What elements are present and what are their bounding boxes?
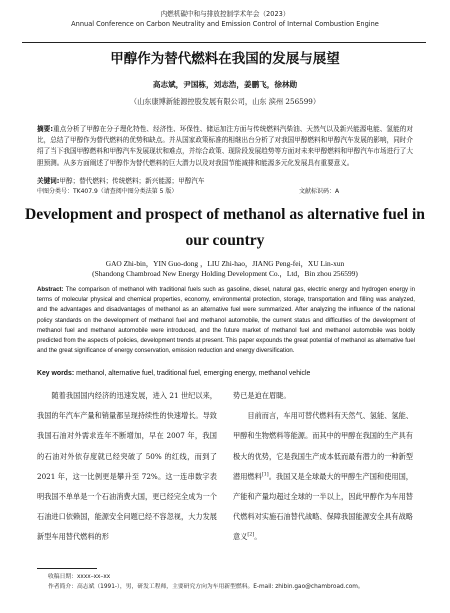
paper-title-en: Development and prospect of methanol as alternative fuel in our country [25, 206, 425, 249]
author-bio: 作者简介：高志斌（1991-），男，研发工程师，主要研究方向为车用新型燃料。E-mail: zhibin.gao@chambroad.com。 [48, 584, 364, 590]
affiliation-cn: （山东康博新能源控股发展有限公司，山东 滨州 256599） [129, 97, 321, 106]
class-number: 中图分类号：TK407.9（请查阅中图分类法第 5 版） [37, 188, 178, 195]
abstract-cn-text: 重点分析了甲醇在分子理化特性、经济性、环保性、储运加注方面与传统燃料汽柴油、天然气以及新兴能源电能、氢能的对比，总结了甲醇作为替代燃料的优势和缺点。并从国家政策标准的相继出台分析了对我国甲醇燃料和甲醇汽车发展的影响，同时介绍了当下我国甲醇燃料和甲醇汽车发展现状和难点，并综合政策、现阶段发展趋势等方面对未来甲醇燃料和甲醇汽车市场进行了大胆预测。从多方面阐述了甲醇作为替代燃料的巨大潜力以及对我国节能减排和能源多元化发展具有重要意义。 [37, 125, 414, 167]
conference-name-cn: 内燃机碳中和与排放控制学术年会（2023） [160, 10, 290, 18]
header-divider [22, 42, 426, 43]
classification-line [37, 187, 413, 197]
keywords-cn-label: 关键词: [37, 177, 60, 185]
body-text: 目前而言，车用可替代燃料有天然气、氢能、氢能、甲醇和生物燃料等能源。而其中的甲醇在我国的生产具有极大的优势，它是我国生产成本低而最有潜力的一种新型潜用燃料 [233, 411, 413, 481]
citation-ref: [2] [247, 533, 255, 539]
body-column-right [233, 386, 413, 548]
body-column-left [37, 386, 217, 548]
keywords-cn-text: 甲醇；替代燃料；传统燃料；新兴能源；甲醇汽车 [59, 177, 205, 185]
abstract-en [37, 285, 415, 356]
keywords-en [37, 369, 415, 379]
body-text: 。 [254, 532, 262, 542]
abstract-en-text: The comparison of methanol with traditional fuels such as gasoline, diesel, natural gas, electric energy and hydrogen energy in terms of molecular physical and chemical properties, economy, environmental protection, storage, transportation and filling was analyzed, and the advantages and disadvantages of methanol as an alternative fuel were summarized. After analyzing the influence of the national policy standards on the development of methanol fuel and methanol automobile, the current status and difficulties of the development of methanol fuel and methanol automobile were introduced, and the future market of methanol fuel and methanol automobile was boldly predicted from the aspects of policies, development trends at present. This paper expounds the great potential of methanol as alternative fuel and the great significance of energy conservation, emission reduction and energy diversification. [37, 287, 415, 355]
body-paragraph [233, 406, 413, 547]
running-header [0, 9, 450, 29]
authors-en: GAO Zhi-bin，YIN Guo-dong ，LIU Zhi-hao，JIANG Peng-fei，XU Lin-xun [105, 259, 345, 268]
document-code: 文献标识码：A [299, 188, 340, 195]
abstract-cn-label: 摘要: [37, 125, 53, 133]
received-date: 收稿日期：xxxx–xx–xx [48, 574, 111, 580]
keywords-en-label: Key words: [37, 370, 75, 377]
abstract-cn [37, 124, 413, 169]
paper-title-cn: 甲醇作为替代燃料在我国的发展与展望 [110, 51, 340, 67]
affiliation-en: (Shandong Chambroad New Energy Holding Development Co.，Ltd，Bin zhou 256599) [92, 269, 358, 278]
body-paragraph: 随着我国国内经济的迅速发展，进入 21 世纪以来，我国的年汽车产量和销量都呈现持续性的快速增长。导致我国石油对外需求连年不断增加，早在 2007 年，我国的石油对外依存度就已经突破了 50% 的红线，而到了 2021 年，这一比例更是攀升至 72%。这一连串数字表明我国不单单是一个石油消费大国，更已经完全成为一个石油进口依赖国，能源安全问题已经不容忽视，大力发展新型车用替代燃料的形 [37, 391, 217, 542]
keywords-en-text: methanol, alternative fuel, traditional fuel, emerging energy, methanol vehicle [76, 370, 311, 377]
citation-ref: [1] [261, 472, 269, 478]
conference-name-en: Annual Conference on Carbon Neutrality and Emission Control of Internal Combustion Engine [71, 20, 379, 28]
authors-cn: 高志斌，尹国栋，刘志浩，姜鹏飞，徐林勋 [152, 80, 298, 89]
body-paragraph-continued: 势已是迫在眉睫。 [233, 391, 291, 400]
keywords-cn [37, 176, 413, 186]
abstract-en-label: Abstract: [37, 287, 64, 293]
footnote-divider [37, 568, 97, 569]
body-text: 。我国又是全球最大的甲醇生产国和使用国，产能和产量均超过全球的一半以上，因此甲醇作为车用替代燃料对实施石油替代战略、保障我国能源安全具有战略意义 [233, 471, 413, 542]
